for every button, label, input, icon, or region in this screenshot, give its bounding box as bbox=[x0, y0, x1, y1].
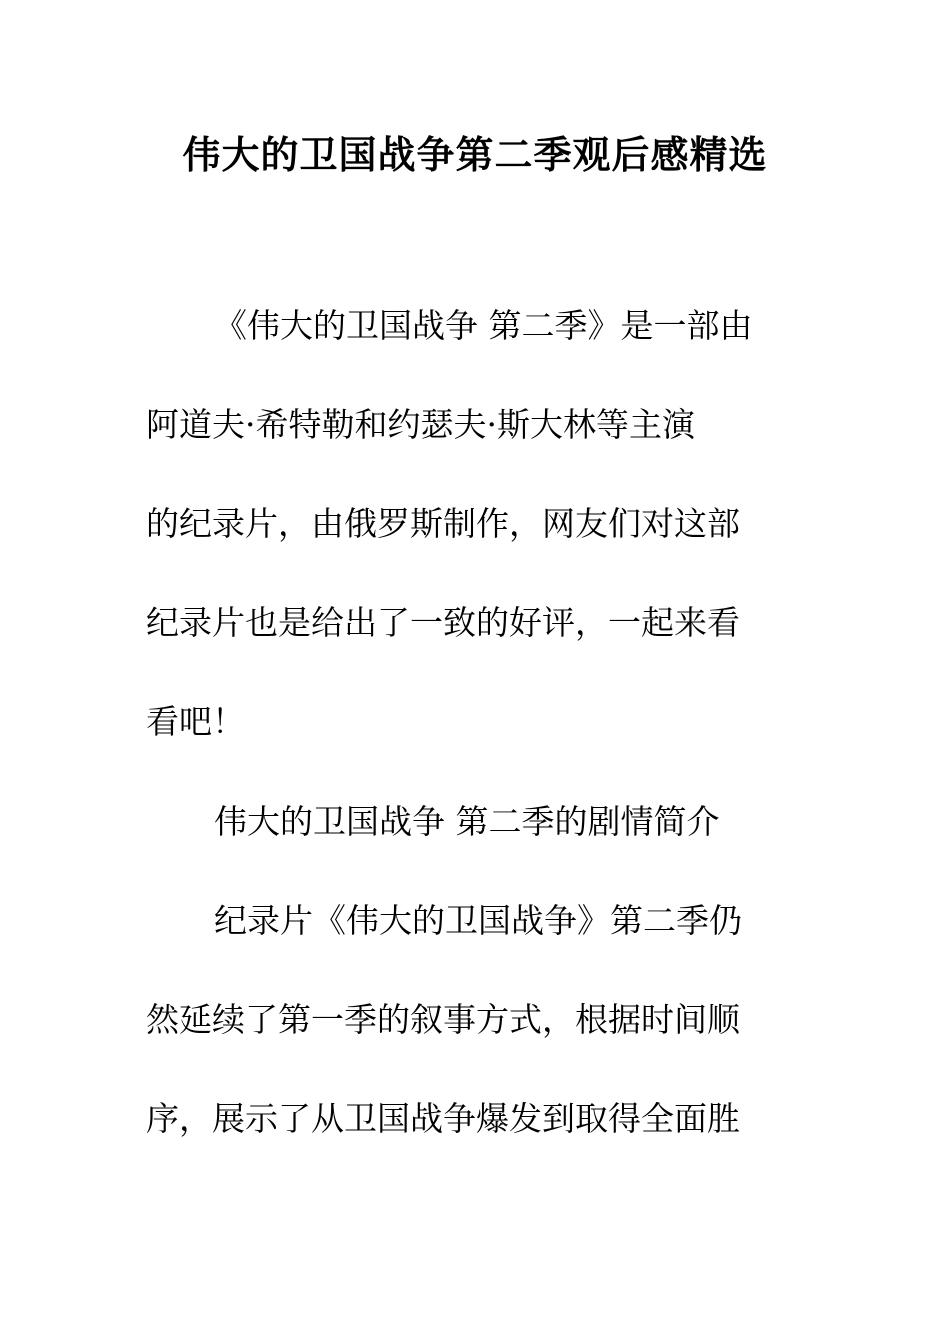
paragraph-1-line-4: 纪录片也是给出了一致的好评，一起来看 bbox=[146, 603, 740, 642]
paragraph-2-line-3: 序，展示了从卫国战争爆发到取得全面胜 bbox=[146, 1099, 740, 1138]
section-heading: 伟大的卫国战争 第二季的剧情简介 bbox=[214, 802, 720, 841]
paragraph-1-line-3: 的纪录片，由俄罗斯制作，网友们对这部 bbox=[146, 504, 740, 543]
paragraph-1-line-2: 阿道夫·希特勒和约瑟夫·斯大林等主演 bbox=[146, 405, 695, 444]
paragraph-1-line-5: 看吧！ bbox=[146, 702, 245, 741]
paragraph-1-line-1: 《伟大的卫国战争 第二季》是一部由 bbox=[214, 306, 753, 345]
paragraph-2-line-1: 纪录片《伟大的卫国战争》第二季仍 bbox=[214, 901, 742, 940]
document-title: 伟大的卫国战争第二季观后感精选 bbox=[182, 132, 768, 177]
paragraph-2-line-2: 然延续了第一季的叙事方式，根据时间顺 bbox=[146, 1000, 740, 1039]
